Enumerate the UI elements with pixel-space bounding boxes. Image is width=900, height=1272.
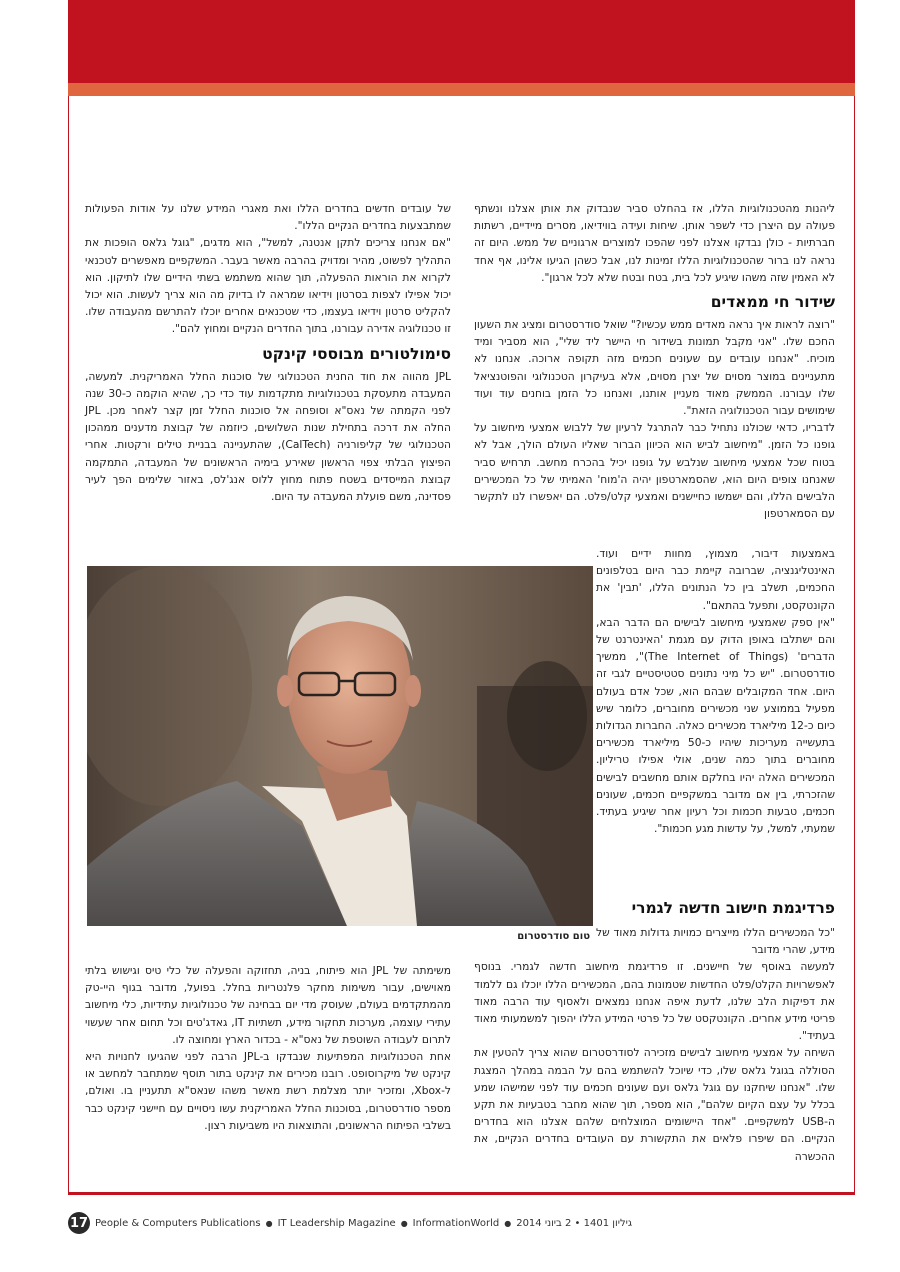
page-footer <box>68 1212 632 1234</box>
paragraph: "אין ספק שאמצעי מיחשוב לבישים הם הדבר הבא, והם ישתלבו באופן הדוק עם מגמת 'האינטרנט של הדברים' (The Internet of Things)", ממשיך סודרסטרום. "יש כל מיני נתונים סטטיסטיים לגבי זה היום. אחד המקובלים שבהם הוא, שכל אדם בעולם מפעיל בממוצע שני מכשירים מחוברים, כלומר שיש כיום כ-12 מיליארד מכשירים כאלה. החברות הגדולות בתעשייה מעריכות שיהיו כ-50 מיליארד מכשירים מחוברים בתוך כמה שנים, אולי אפילו טריליון. המכשירים האלה יהיו בחלקם אותם מחשבים לבישים שהזכרתי, בין אם מדובר במשקפיים חכמים, שעונים חכמים, טבעות חכמות וכל רעיון אחר שיגיע בעתיד. שמעתי, למשל, על עדשות מגע חכמות". <box>596 615 835 836</box>
header-red-band <box>68 0 855 83</box>
footer-rule <box>68 1192 855 1195</box>
frame-right-rule <box>854 96 855 1192</box>
section-heading-live-from-mars: שידור חי ממאדים <box>710 293 835 312</box>
paragraph: של עובדים חדשים בחדרים הללו ואת מאגרי המידע שלנו על אודות הפעולות שמתבצעות בחדרים הנקיים הללו". <box>85 202 451 233</box>
article-right-column <box>474 200 835 522</box>
article-mid-narrow-column <box>596 545 835 837</box>
bullet-icon: ● <box>504 1218 512 1228</box>
bullet-icon: ● <box>400 1218 408 1228</box>
section-heading-kinect-simulators: סימולטורים מבוססי קינקט <box>262 344 451 363</box>
section-heading-new-paradigm: פרדיגמת חישוב חדשה לגמרי <box>631 899 835 917</box>
paragraph: השיחה על אמצעי מיחשוב לבישים מזכירה לסודרסטרום שהוא צריך להטעין את הסוללה בגוגל גלאס שלו, כדי שיוכל להשתמש בהם על הבמה במהלך המצגת שלו. "אנחנו שיחקנו עם גוגל גלאס ועם שעונים חכמים עוד לפני שמישהו שמע בכלל על עצם הקיום שלהם", הוא מספר, תוך שהוא מחבר בטבעיות את תקע ה-USB למשקפיים. "אחד היישומים המוצלחים שלהם אצלנו הוא בחדרים הנקיים. הם שיפרו פלאים את התקשורת עם העובדים בחדרים הנקיים, את ההכשרה <box>474 1046 835 1163</box>
article-lower-right-column <box>474 898 835 1165</box>
paragraph: "אם אנחנו צריכים לתקן אנטנה, למשל", הוא מדגים, "גוגל גלאס הופכות את התהליך לפשוט, מהיר ומדויק בהרבה מאשר בעבר. המשקפיים מאפשרים לטכנאי לקרוא את הוראות ההפעלה, תוך שהוא משתמש בשתי הידיים שלו לתיקון. הוא יכול אפילו לצפות בסרטון וידיאו שמראה לו בדיוק מה הוא צריך לעשות. הוא יכול להקליט סרטון וידיאו בעצמו, כדי שטכנאים אחרים יוכלו להתרשם מהעבודה שלו. זו טכנולוגיה אדירה עבורנו, בתוך החדרים הנקיים ומחוץ להם". <box>85 236 451 336</box>
paragraph: באמצעות דיבור, מצמוץ, מחוות ידיים ועוד. האינטליגנציה, שברובה קיימת כבר היום בטלפונים החכמים, תשלב בין כל הנתונים הללו, 'תבין' את הקונטקסט, ותפעל בהתאם". <box>596 547 835 612</box>
paragraph: JPL מהווה את חוד החנית הטכנולוגי של סוכנות החלל האמריקנית. למעשה, המעבדה מתעסקת בטכנולוגיות מתקדמות עוד כדי כך, שהיא הוקמה כ-30 שנה לפני הקמתה של נאס"א וסופחה אל סוכנות החלל זמן קצר לאחר מכן. JPL החלה את דרכה בתחילת שנות השלושים, כיוזמה של קבוצת מדענים ממהכון הטכנולוגי של קליפורניה (CalTech), שהתעניינה בבניית טילים ורקטות. אחרי הפיצוץ הבלתי צפוי הראשון שאירע בימיה הראשונים של המעבדה, התמקמה קבוצת המייסדים בשטח פתוח מחוץ ללוס אנג'לס, באזור שלימים הפך לעיר פסדינה, משם פועלת המעבדה עד היום. <box>85 369 452 504</box>
page-number: 17 <box>68 1212 90 1234</box>
paragraph: "רוצה לראות איך נראה מאדים ממש עכשיו?" שואל סודרסטרום ומציג את השעון החכם שלו. "אני מקבל תמונות בשידור חי היישר ליד שלי", הוא מסביר ומיד מוכיח. "אנחנו עובדים עם שעונים חכמים מזה תקופה ארוכה. אנחנו לא מתעניינים במוצר מסוים של יצרן מסוים, אלא בעיקרון הטכנולוגי והפוטנציאל שלו עבורנו. הממשק מאוד מעניין אותנו, ואנחנו כל הזמן בוחנים עוד ועוד שימושים עבור הטכנולוגיה הזאת". <box>474 318 835 418</box>
article-left-column <box>85 200 451 505</box>
footer-site: InformationWorld <box>412 1217 500 1229</box>
footer-magazine: IT Leadership Magazine <box>277 1217 396 1229</box>
footer-issue: גיליון 1401 • 2 ביוני 2014 <box>516 1217 632 1229</box>
paragraph: לדבריו, כדאי שכולנו נתחיל כבר להתרגל לרעיון של ללבוש אמצעי מיחשוב על גופנו כל הזמן. "מיחשוב לביש הוא הכיוון הברור שאליו העולם הולך, אבל לא בטוח שכל אמצעי מיחשוב שנלבש על גופנו יכיל בהכרח מחשב. תרחיש סביר שאנחנו צופים היום הוא, שהסמארטפון יהיה ה'מוח' האמיתי של כל המכשירים הלבישים הללו, והם ישמשו כחיישנים ואמצעי קלט/פלט. הם יאפשרו לנו לתקשר עם הסמארטפון <box>474 421 835 521</box>
portrait-photo <box>87 566 593 926</box>
paragraph: אחת הטכנולוגיות המפתיעות שנבדקו ב-JPL הרבה לפני שהגיעו לחנויות היא קינקט של מיקרוסופט. רובנו מכירים את קינקט בתור תוסף שמתחבר למחשב או ל-Xbox, ומזכיר יותר מצלמת רשת מאשר משהו שנאס"א תתעניין בו. ואולם, מספר סודרסטרום, בסוכנות החלל האמריקנית עשו ניסויים עם חיישני קינקט כבר בשלבי הפיתוח הראשונים, והתוצאות היו משביעות רצון. <box>85 1050 451 1132</box>
footer-publisher: People & Computers Publications <box>95 1217 261 1229</box>
bullet-icon: ● <box>265 1218 273 1228</box>
header-orange-stripe <box>68 83 855 96</box>
frame-left-rule <box>68 96 69 1192</box>
paragraph: ליהנות מהטכנולוגיות הללו, אז בהחלט סביר שנבדוק את אותן אצלנו ונשתף פעולה עם היצרן כדי לשפר אותן. שיחות ועידה בווידיאו, מסרים מיידיים, רשתות חברתיות - כולן נבדקו אצלנו לפני שהפכו למוצרים ארגוניים של ממש. היום זה נראה לנו ברור שהטכנולוגיות הללו זמינות לנו, אבל כשהן הגיעו אלינו, אף אחד לא האמין שזה משהו שיגיע לכל בית, בטח ובטח שלא לכל ארגון". <box>474 202 835 284</box>
paragraph: "כל המכשירים הללו מייצרים כמויות גדולות מאוד של מידע, שהרי מדובר <box>596 926 835 957</box>
photo-caption: טום סודרסטרום <box>517 931 590 942</box>
paragraph: משימתה של JPL הוא פיתוח, בניה, תחזוקה והפעלה של כלי טיס וגישוש בלתי מאוישים, עבור משימות מחקר פלנטריות בחלל. בפועל, מדובר בגוף היי-טק מהמתקדמים בעולם, שעוסק מדי יום בבחינה של טכנולוגיות עתידיות, כלי מיחשוב עתירי עוצמה, מערכות תחקור מידע, תשתיות IT, גאדג'טים וכל תחום אחר שעשוי לתרום לעבודה השוטפת של נאס"א - בכדור הארץ ומחוצה לו. <box>85 964 451 1046</box>
paragraph: למעשה באוסף של חיישנים. זו פרדיגמת מיחשוב חדשה לגמרי. בנוסף לאפשרויות הקלט/פלט החדשות שטמונות בהם, המכשירים הללו יוכלו גם ללמוד את דפיקות הלב שלנו, לדעת איפה אנחנו נמצאים ולאסוף עוד הרבה מאוד פריטי מידע אחרים. הקונטקסט של כל פרטי המידע הללו יהפוך למשמעותי מאוד בעתיד". <box>474 960 835 1043</box>
article-lower-left-column <box>85 962 451 1134</box>
